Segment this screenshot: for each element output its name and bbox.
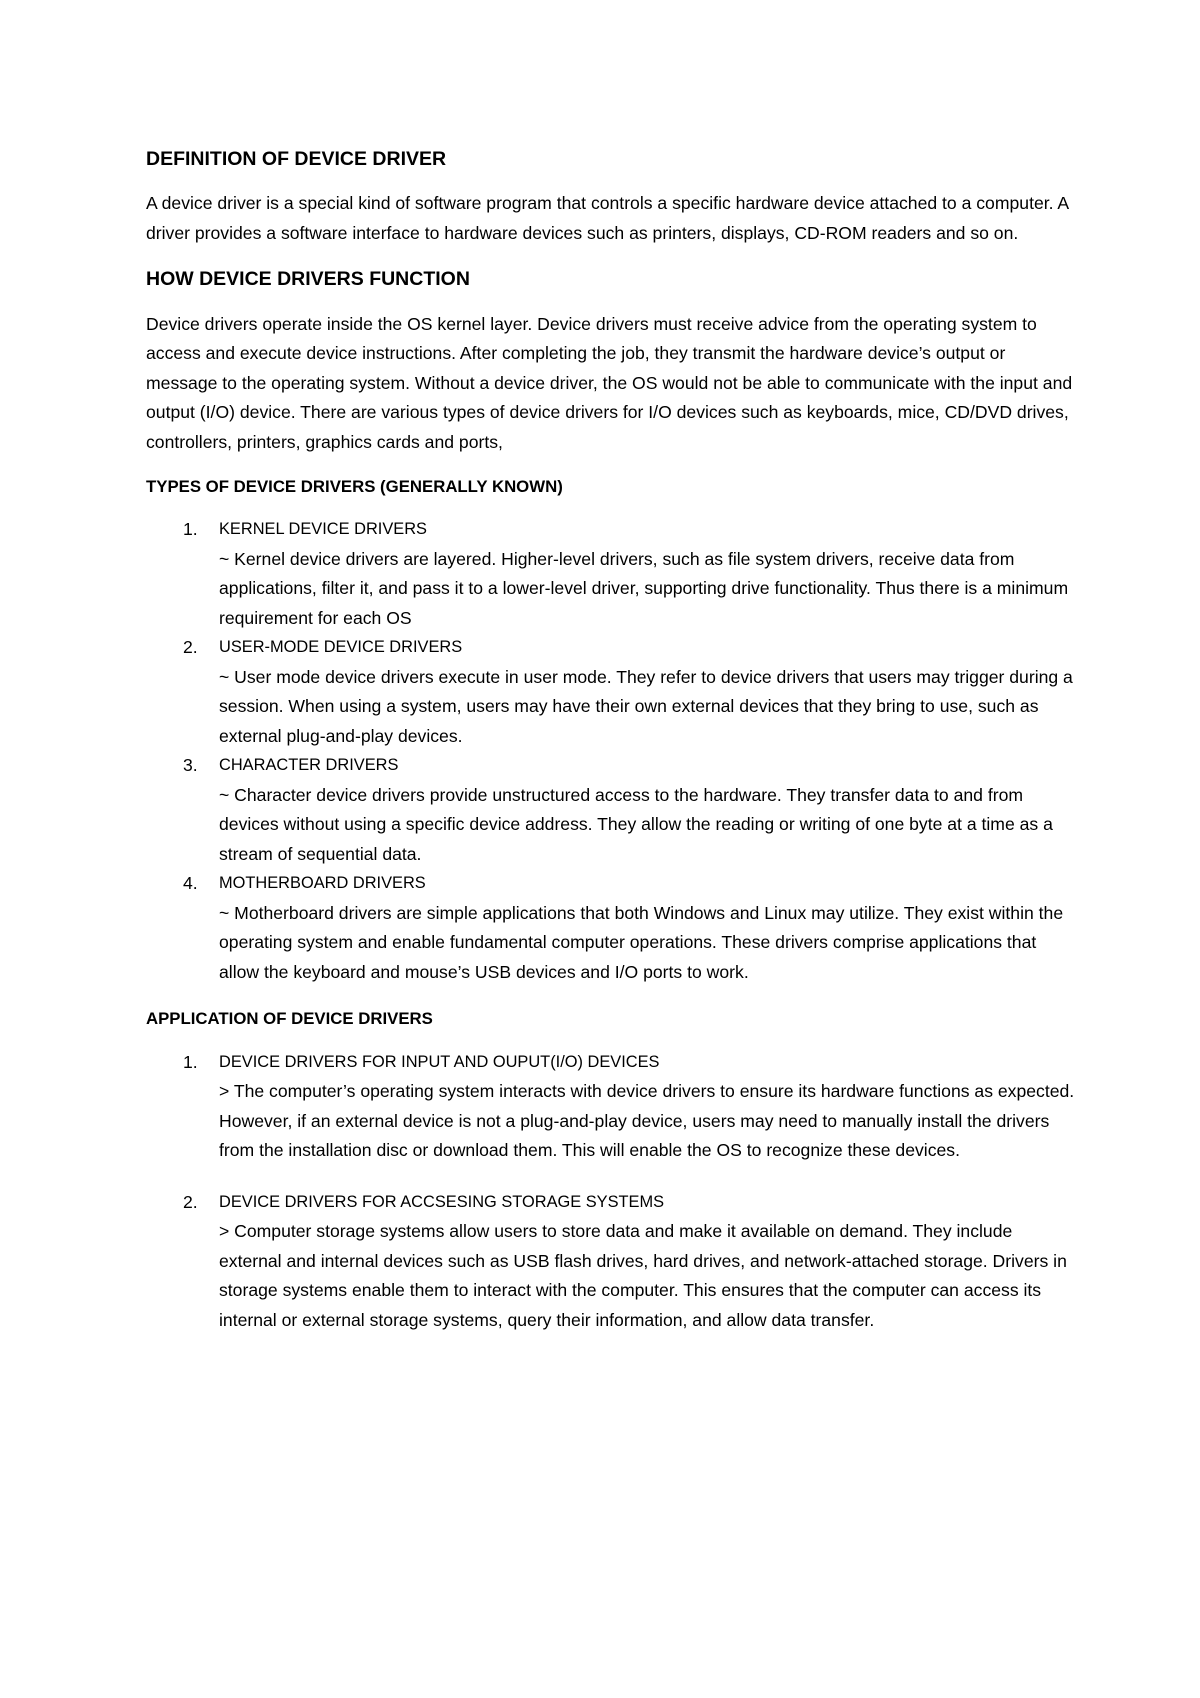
- list-item: [146, 869, 1076, 987]
- list-item-title: CHARACTER DRIVERS: [219, 756, 399, 775]
- heading-function: HOW DEVICE DRIVERS FUNCTION: [146, 268, 470, 291]
- heading-application: APPLICATION OF DEVICE DRIVERS: [146, 1009, 433, 1029]
- list-number: 2.: [183, 637, 198, 658]
- list-item: [146, 633, 1076, 751]
- heading-types: TYPES OF DEVICE DRIVERS (GENERALLY KNOWN): [146, 477, 563, 497]
- list-item-title: USER-MODE DEVICE DRIVERS: [219, 638, 463, 657]
- list-item-title: MOTHERBOARD DRIVERS: [219, 874, 426, 893]
- list-number: 2.: [183, 1191, 198, 1212]
- paragraph-definition: A device driver is a special kind of software program that controls a specific hardware device attached to a computer. A driver provides a software interface to hardware devices such as printers, displays, CD-ROM readers and so on.: [146, 193, 1069, 243]
- list-number: 3.: [183, 755, 198, 776]
- list-item-description: ~ Kernel device drivers are layered. Higher-level drivers, such as file system drivers, receive data from applications, filter it, and pass it to a lower-level driver, supporting drive functionality. Thus there is a minimum requirement for each OS: [219, 548, 1069, 628]
- types-list: [146, 515, 1076, 987]
- list-number: 4.: [183, 873, 198, 894]
- list-item-title: DEVICE DRIVERS FOR INPUT AND OUPUT(I/O) DEVICES: [219, 1052, 660, 1071]
- list-number: 1.: [183, 1051, 198, 1072]
- paragraph-function: Device drivers operate inside the OS kernel layer. Device drivers must receive advice from the operating system to access and execute device instructions. After completing the job, they transmit the hardware device’s output or message to the operating system. Without a device driver, the OS would not be able to communicate with the input and output (I/O) device. There are various types of device drivers for I/O devices such as keyboards, mice, CD/DVD drives, controllers, printers, graphics cards and ports,: [146, 313, 1073, 452]
- list-item: [146, 751, 1076, 869]
- list-item-title: DEVICE DRIVERS FOR ACCSESING STORAGE SYSTEMS: [219, 1192, 665, 1211]
- application-list: [146, 1048, 1076, 1336]
- list-item-description: ~ Motherboard drivers are simple applications that both Windows and Linux may utilize. They exist within the operating system and enable fundamental computer operations. These drivers comprise applications that allow the keyboard and mouse’s USB devices and I/O ports to work.: [219, 902, 1064, 982]
- list-item: [146, 1188, 1076, 1336]
- list-item: [146, 515, 1076, 633]
- list-item-description: ~ User mode device drivers execute in user mode. They refer to device drivers that users may trigger during a session. When using a system, users may have their own external devices that they bring to use, such as external plug-and-play devices.: [219, 666, 1073, 746]
- list-number: 1.: [183, 519, 198, 540]
- list-item-description: > Computer storage systems allow users to store data and make it available on demand. They include external and internal devices such as USB flash drives, hard drives, and network-attached storage. Drivers in storage systems enable them to interact with the computer. This ensures that the computer can access its internal or external storage systems, query their information, and allow data transfer.: [219, 1221, 1067, 1330]
- list-item: [146, 1048, 1076, 1166]
- list-item-description: ~ Character device drivers provide unstructured access to the hardware. They transfer data to and from devices without using a specific device address. They allow the reading or writing of one byte at a time as a stream of sequential data.: [219, 784, 1053, 864]
- heading-definition: DEFINITION OF DEVICE DRIVER: [146, 148, 447, 170]
- list-item-title: KERNEL DEVICE DRIVERS: [219, 520, 427, 539]
- document-content: [146, 148, 1076, 1357]
- list-item-description: > The computer’s operating system interacts with device drivers to ensure its hardware functions as expected. However, if an external device is not a plug-and-play device, users may need to manually install the drivers from the installation disc or download them. This will enable the OS to recognize these devices.: [219, 1081, 1075, 1161]
